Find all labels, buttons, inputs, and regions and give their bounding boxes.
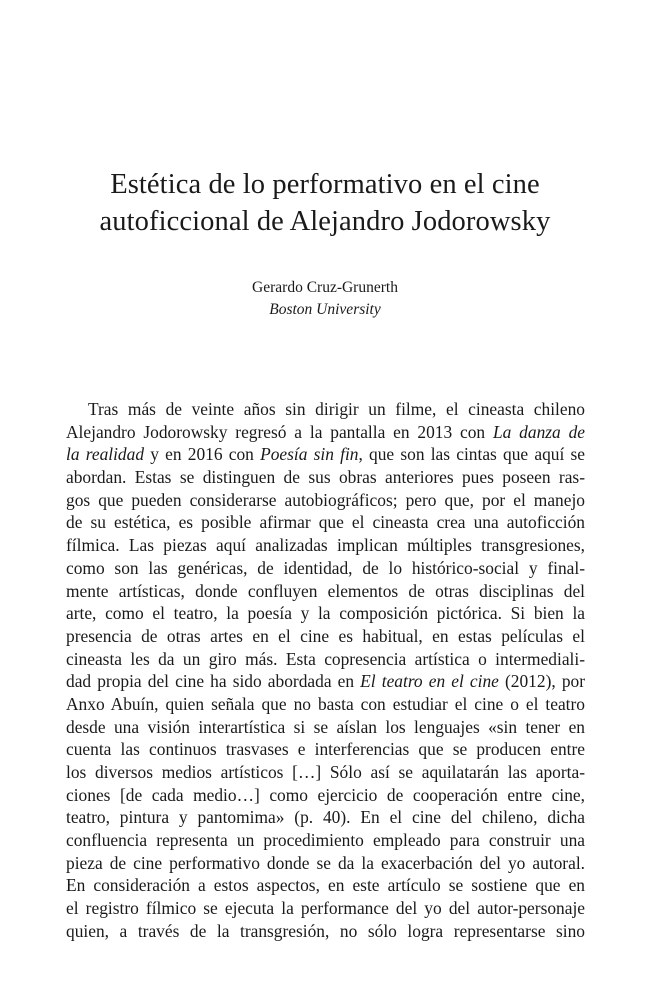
body-line: quien, a través de la transgresión, no sólo logra representarse sino	[66, 920, 585, 941]
body-line: pieza de cine performativo donde se da la exacerbación del yo autoral.	[66, 852, 585, 873]
body-line: dad propia del cine ha sido abordada en El teatro en el cine (2012), por	[66, 671, 586, 692]
author-name: Gerardo Cruz-Grunerth	[252, 279, 398, 296]
title-line-2: autoficcional de Alejandro Jodorowsky	[99, 206, 551, 237]
body-line: presencia de otras artes en el cine es habitual, en estas películas el	[66, 625, 585, 646]
body-line: cuenta las continuos trasvases e interferencias que se producen entre	[66, 739, 585, 760]
body-line: como son las genéricas, de identidad, de lo histórico-social y final-	[66, 557, 585, 578]
film-title: la realidad	[66, 444, 145, 465]
body-line: cineasta les da un giro más. Esta copresencia artística o intermediali-	[66, 648, 585, 669]
body-line: Tras más de veinte años sin dirigir un filme, el cineasta chileno	[88, 399, 585, 419]
body-line: teatro, pintura y pantomima» (p. 40). En el cine del chileno, dicha	[66, 807, 585, 828]
body-line: de su estética, es posible afirmar que el cineasta crea una autoficción	[66, 512, 585, 533]
book-title: El teatro en el cine	[360, 671, 499, 692]
body-line: mente artísticas, donde confluyen elementos de otras disciplinas del	[66, 580, 585, 601]
article-title	[40, 166, 610, 240]
body-line: confluencia representa un procedimiento empleado para construir una	[66, 830, 585, 851]
body-line: fílmica. Las piezas aquí analizadas implican múltiples transgresiones,	[66, 535, 585, 556]
body-line: Anxo Abuín, quien señala que no basta con estudiar el cine o el teatro	[66, 693, 585, 714]
body-line: los diversos medios artísticos […] Sólo así se aquilatarán las aporta-	[66, 762, 585, 782]
author-affiliation: Boston University	[269, 301, 381, 318]
body-paragraph	[66, 398, 585, 943]
title-line-1: Estética de lo performativo en el cine	[110, 169, 540, 200]
body-line: arte, como el teatro, la poesía y la composición pictórica. Si bien la	[66, 603, 585, 624]
body-line: abordan. Estas se distinguen de sus obras anteriores pues poseen ras-	[66, 467, 585, 488]
body-line: desde una visión interartística si se aíslan los lenguajes «sin tener en	[66, 716, 585, 737]
body-line: ciones [de cada medio…] como ejercicio de cooperación entre cine,	[66, 784, 585, 805]
body-line: la realidad y en 2016 con Poesía sin fin, que son las cintas que aquí se	[66, 444, 585, 465]
body-line: gos que pueden considerarse autobiográficos; pero que, por el manejo	[66, 489, 585, 510]
film-title: La danza de	[492, 421, 585, 442]
body-line: el registro fílmico se ejecuta la performance del yo del autor-personaje	[66, 898, 585, 919]
body-line: Alejandro Jodorowsky regresó a la pantalla en 2013 con La danza de	[66, 421, 585, 442]
film-title: Poesía sin fin	[260, 444, 359, 465]
body-line: En consideración a estos aspectos, en este artículo se sostiene que en	[66, 875, 585, 896]
